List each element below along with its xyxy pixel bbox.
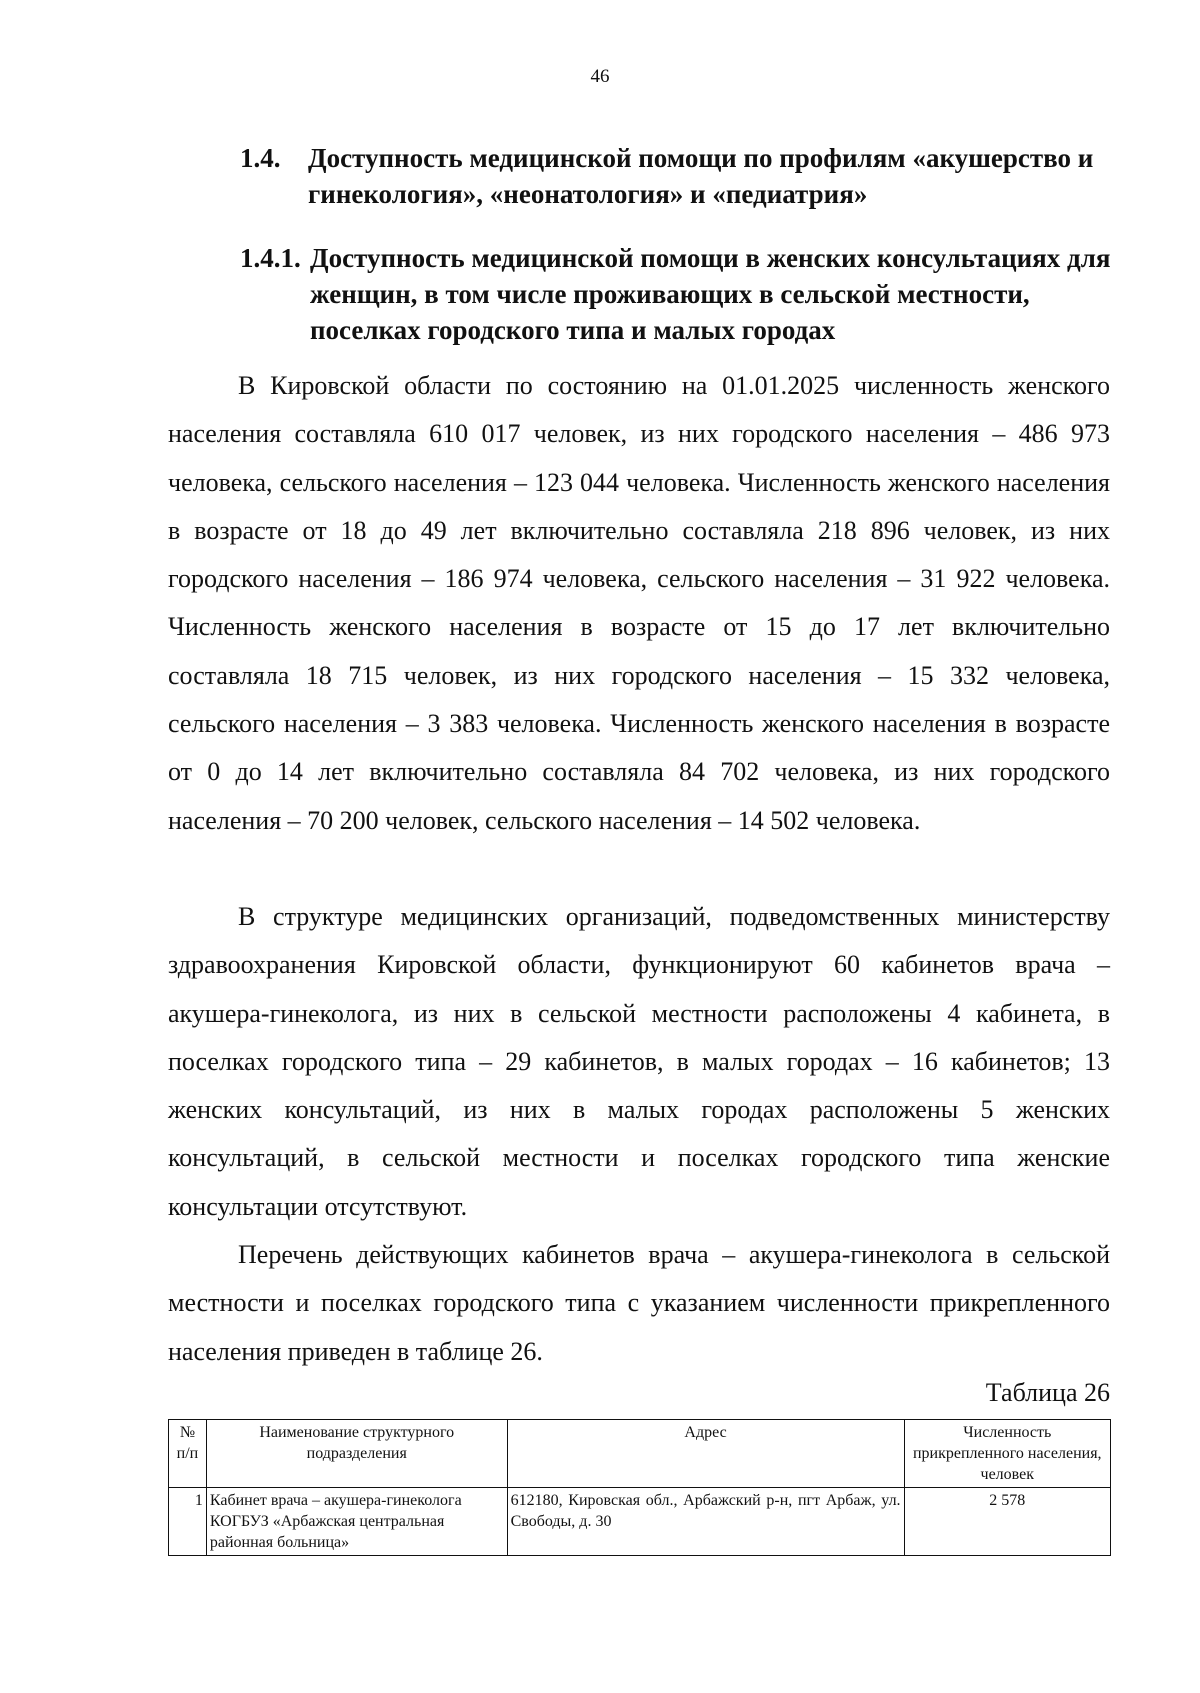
- subsection-title: Доступность медицинской помощи в женских консультациях для женщин, в том числе проживающих в сельской местности, поселках городского типа и малых городах: [310, 243, 1111, 345]
- page-number: 46: [590, 66, 610, 87]
- subsection-number: 1.4.1.: [240, 243, 301, 273]
- cell-address: 612180, Кировская обл., Арбажский р-н, пгт Арбаж, ул. Свободы, д. 30: [507, 1488, 904, 1556]
- section-heading-1-4: [240, 140, 1120, 212]
- section-title: Доступность медицинской помощи по профилям «акушерство и гинекология», «неонатология» и «педиатрия»: [308, 143, 1094, 209]
- section-number: 1.4.: [240, 143, 281, 173]
- cell-population: 2 578: [904, 1488, 1110, 1556]
- cabinets-table: [168, 1419, 1111, 1556]
- cell-number: 1: [169, 1488, 207, 1556]
- cell-name: Кабинет врача – акушера-гинеколога КОГБУЗ «Арбажская центральная районная больница»: [206, 1488, 507, 1556]
- header-population: Численность прикрепленного населения, человек: [904, 1420, 1110, 1488]
- paragraph-structure: [168, 893, 1110, 1231]
- header-name: Наименование структурного подразделения: [206, 1420, 507, 1488]
- paragraph-table-reference: [168, 1231, 1110, 1376]
- header-address: Адрес: [507, 1420, 904, 1488]
- table-row: [169, 1488, 1111, 1556]
- table-header-row: [169, 1420, 1111, 1488]
- paragraph: В структуре медицинских организаций, подведомственных министерству здравоохранения Кировской области, функционируют 60 кабинетов врача – акушера-гинеколога, из них в сельской местности расположены 4 кабинета, в поселках городского типа – 29 кабинетов, в малых городах – 16 кабинетов; 13 женских консультаций, из них в малых городах расположены 5 женских консультаций, в сельской местности и поселках городского типа женские консультации отсутствуют.: [168, 902, 1110, 1221]
- paragraph: Перечень действующих кабинетов врача – акушера-гинеколога в сельской местности и поселках городского типа с указанием численности прикрепленного населения приведен в таблице 26.: [168, 1240, 1110, 1366]
- paragraph-population: [168, 362, 1110, 845]
- table-caption: Таблица 26: [985, 1378, 1110, 1407]
- header-number: № п/п: [169, 1420, 207, 1488]
- section-heading-1-4-1: [240, 240, 1120, 348]
- paragraph: В Кировской области по состоянию на 01.01.2025 численность женского населения составляла 610 017 человек, из них городского населения – 486 973 человека, сельского населения – 123 044 человека. Численность женского населения в возрасте от 18 до 49 лет включительно составляла 218 896 человек, из них городского населения – 186 974 человека, сельского населения – 31 922 человека. Численность женского населения в возрасте от 15 до 17 лет включительно составляла 18 715 человек, из них городского населения – 15 332 человека, сельского населения – 3 383 человека. Численность женского населения в возрасте от 0 до 14 лет включительно составляла 84 702 человека, из них городского населения – 70 200 человек, сельского населения – 14 502 человека.: [168, 371, 1110, 835]
